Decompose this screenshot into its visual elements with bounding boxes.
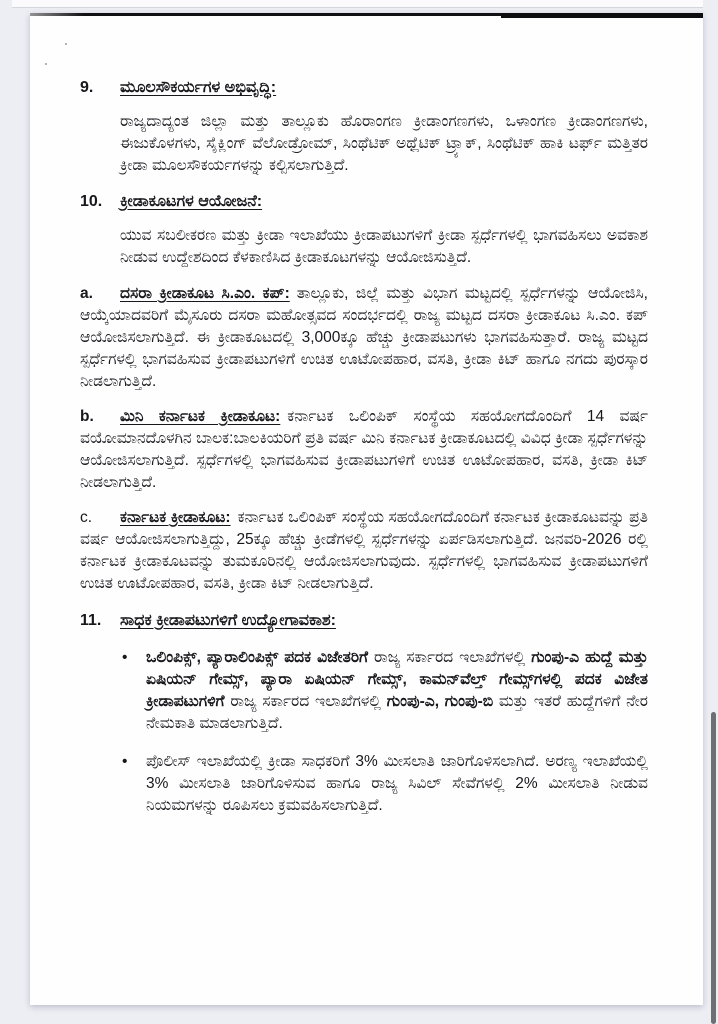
scan-speck bbox=[65, 43, 67, 45]
section-9-heading bbox=[80, 77, 648, 99]
item-a-title: ದಸರಾ ಕ್ರೀಡಾಕೂಟ ಸಿ.ಎಂ. ಕಪ್: bbox=[120, 285, 290, 302]
bullet-item-1 bbox=[122, 647, 648, 735]
bullet-2-text: ಪೊಲೀಸ್ ಇಲಾಖೆಯಲ್ಲಿ ಕ್ರೀಡಾ ಸಾಧಕರಿಗೆ 3% ಮೀಸಲಾತಿ ಜಾರಿಗೊಳಿಸಲಾಗಿದೆ. ಅರಣ್ಯ ಇಲಾಖೆಯಲ್ಲಿ 3% ಮೀಸಲಾತಿ ಜಾರಿಗೊಳಿಸುವ ಹಾಗೂ ರಾಜ್ಯ ಸಿವಿಲ್ ಸೇವೆಗಳಲ್ಲಿ 2% ಮೀಸಲಾತಿ ನೀಡುವ ನಿಯಮಗಳನ್ನು ರೂಪಿಸಲು ಕ್ರಮವಹಿಸಲಾಗುತ್ತಿದೆ. bbox=[146, 753, 648, 814]
list-item-b bbox=[80, 406, 648, 494]
page-content bbox=[80, 77, 648, 833]
scan-speck bbox=[45, 63, 47, 65]
scrollbar[interactable] bbox=[711, 712, 716, 1024]
section-11-title: ಸಾಧಕ ಕ್ರೀಡಾಪಟುಗಳಿಗೆ ಉದ್ಯೋಗಾವಕಾಶ: bbox=[120, 612, 336, 629]
section-9-paragraph: ರಾಜ್ಯದಾದ್ಯಂತ ಜಿಲ್ಲಾ ಮತ್ತು ತಾಲ್ಲೂಕು ಹೊರಾಂಗಣ ಕ್ರೀಡಾಂಗಣಗಳು, ಒಳಾಂಗಣ ಕ್ರೀಡಾಂಗಣಗಳು, ಈಜುಕೊಳಗಳು, ಸೈಕ್ಲಿಂಗ್ ವೆಲೋಡ್ರೋಮ್, ಸಿಂಥೆಟಿಕ್ ಅಥ್ಲೆಟಿಕ್ ಟ್ರ್ಯಾಕ್, ಸಿಂಥೆಟಿಕ್ ಹಾಕಿ ಟರ್ಫ್ ಮತ್ತಿತರ ಕ್ರೀಡಾ ಮೂಲಸೌಕರ್ಯಗಳನ್ನು ಕಲ್ಪಿಸಲಾಗುತ್ತಿದೆ. bbox=[120, 113, 648, 174]
bullet-list bbox=[80, 647, 648, 817]
section-10-number: 10. bbox=[80, 193, 103, 210]
section-10-paragraph: ಯುವ ಸಬಲೀಕರಣ ಮತ್ತು ಕ್ರೀಡಾ ಇಲಾಖೆಯು ಕ್ರೀಡಾಪಟುಗಳಿಗೆ ಕ್ರೀಡಾ ಸ್ಪರ್ಧೆಗಳಲ್ಲಿ ಭಾಗವಹಿಸಲು ಅವಕಾಶ ನೀಡುವ ಉದ್ದೇಶದಿಂದ ಕೆಳಕಾಣಿಸಿದ ಕ್ರೀಡಾಕೂಟಗಳನ್ನು ಆಯೋಜಿಸುತ್ತಿದೆ. bbox=[120, 227, 648, 266]
item-c-letter: c. bbox=[80, 509, 93, 526]
bullet-icon: • bbox=[122, 649, 128, 666]
section-9-number: 9. bbox=[80, 79, 94, 96]
list-item-c bbox=[80, 507, 648, 595]
bullet-1-text: ಒಲಿಂಪಿಕ್ಸ್, ಪ್ಯಾರಾಲಿಂಪಿಕ್ಸ್ ಪದಕ ವಿಜೇತರಿಗೆ ರಾಜ್ಯ ಸರ್ಕಾರದ ಇಲಾಖೆಗಳಲ್ಲಿ ಗುಂಪು-ಎ ಹುದ್ದೆ ಮತ್ತು ಏಷಿಯನ್ ಗೇಮ್ಸ್, ಪ್ಯಾರಾ ಏಷಿಯನ್ ಗೇಮ್ಸ್, ಕಾಮನ್‌ವೆಲ್ತ್ ಗೇಮ್ಸ್‌ಗಳಲ್ಲಿ ಪದಕ ವಿಜೇತ ಕ್ರೀಡಾಪಟುಗಳಿಗೆ ರಾಜ್ಯ ಸರ್ಕಾರದ ಇಲಾಖೆಗಳಲ್ಲಿ ಗುಂಪು-ಎ, ಗುಂಪು-ಬಿ ಮತ್ತು ಇತರೆ ಹುದ್ದೆಗಳಿಗೆ ನೇರ ನೇಮಕಾತಿ ಮಾಡಲಾಗುತ್ತಿದೆ. bbox=[146, 649, 648, 732]
scan-artifact-line-thick bbox=[501, 13, 703, 18]
item-a-letter: a. bbox=[80, 285, 93, 302]
section-9-title: ಮೂಲಸೌಕರ್ಯಗಳ ಅಭಿವೃದ್ಧಿ: bbox=[120, 79, 277, 96]
item-a-text: ತಾಲ್ಲೂಕು, ಜಿಲ್ಲೆ ಮತ್ತು ವಿಭಾಗ ಮಟ್ಟದಲ್ಲಿ ಸ್ಪರ್ಧೆಗಳನ್ನು ಆಯೋಜಿಸಿ, ಆಯ್ಕೆಯಾದವರಿಗೆ ಮೈಸೂರು ದಸರಾ ಮಹೋತ್ಸವದ ಸಂದರ್ಭದಲ್ಲಿ ರಾಜ್ಯ ಮಟ್ಟದ ದಸರಾ ಕ್ರೀಡಾಕೂಟ ಸಿ.ಎಂ. ಕಪ್ ಆಯೋಜಿಸಲಾಗುತ್ತಿದೆ. ಈ ಕ್ರೀಡಾಕೂಟದಲ್ಲಿ 3,000ಕ್ಕೂ ಹೆಚ್ಚು ಕ್ರೀಡಾಪಟುಗಳು ಭಾಗವಹಿಸುತ್ತಾರೆ. ರಾಜ್ಯ ಮಟ್ಟದ ಸ್ಪರ್ಧೆಗಳಲ್ಲಿ ಭಾಗವಹಿಸುವ ಕ್ರೀಡಾಪಟುಗಳಿಗೆ ಉಚಿತ ಊಟೋಪಹಾರ, ವಸತಿ, ಕ್ರೀಡಾ ಕಿಟ್ ಹಾಗೂ ನಗದು ಪುರಸ್ಕಾರ ನೀಡಲಾಗುತ್ತಿದೆ. bbox=[80, 285, 648, 390]
section-10-title: ಕ್ರೀಡಾಕೂಟಗಳ ಆಯೋಜನೆ: bbox=[120, 193, 263, 210]
item-b-text: ಕರ್ನಾಟಕ ಒಲಿಂಪಿಕ್ ಸಂಸ್ಥೆಯ ಸಹಯೋಗದೊಂದಿಗೆ 14 ವರ್ಷ ವಯೋಮಾನದೊಳಗಿನ ಬಾಲಕ:ಬಾಲಕಿಯರಿಗೆ ಪ್ರತಿ ವರ್ಷ ಮಿನಿ ಕರ್ನಾಟಕ ಕ್ರೀಡಾಕೂಟದಲ್ಲಿ ವಿವಿಧ ಕ್ರೀಡಾ ಸ್ಪರ್ಧೆಗಳನ್ನು ಆಯೋಜಿಸಲಾಗುತ್ತಿದೆ. ಸ್ಪರ್ಧೆಗಳಲ್ಲಿ ಭಾಗವಹಿಸುವ ಕ್ರೀಡಾಪಟುಗಳಿಗೆ ಉಚಿತ ಊಟೋಪಹಾರ, ವಸತಿ, ಕ್ರೀಡಾ ಕಿಟ್ ನೀಡಲಾಗುತ್ತಿದೆ. bbox=[80, 408, 649, 491]
section-11-heading bbox=[80, 610, 648, 632]
section-10-heading bbox=[80, 191, 648, 213]
previous-page-edge bbox=[12, 0, 703, 8]
item-b-title: ಮಿನಿ ಕರ್ನಾಟಕ ಕ್ರೀಡಾಕೂಟ: bbox=[120, 408, 281, 425]
list-item-a bbox=[80, 283, 648, 393]
bullet-item-2 bbox=[122, 751, 648, 817]
bullet-icon: • bbox=[122, 753, 128, 770]
item-b-letter: b. bbox=[80, 408, 94, 425]
item-c-text: ಕರ್ನಾಟಕ ಒಲಿಂಪಿಕ್ ಸಂಸ್ಥೆಯ ಸಹಯೋಗದೊಂದಿಗೆ ಕರ್ನಾಟಕ ಕ್ರೀಡಾಕೂಟವನ್ನು ಪ್ರತಿ ವರ್ಷ ಆಯೋಜಿಸಲಾಗುತ್ತಿದ್ದು, 25ಕ್ಕೂ ಹೆಚ್ಚು ಕ್ರೀಡೆಗಳಲ್ಲಿ ಸ್ಪರ್ಧೆಗಳನ್ನು ಏರ್ಪಡಿಸಲಾಗುತ್ತಿದೆ. ಜನವರಿ-2026 ರಲ್ಲಿ ಕರ್ನಾಟಕ ಕ್ರೀಡಾಕೂಟವನ್ನು ತುಮಕೂರಿನಲ್ಲಿ ಆಯೋಜಿಸಲಾಗುವುದು. ಸ್ಪರ್ಧೆಗಳಲ್ಲಿ ಭಾಗವಹಿಸುವ ಕ್ರೀಡಾಪಟುಗಳಿಗೆ ಉಚಿತ ಊಟೋಪಹಾರ, ವಸತಿ, ಕ್ರೀಡಾ ಕಿಟ್ ನೀಡಲಾಗುತ್ತಿದೆ. bbox=[80, 509, 648, 592]
section-11-number: 11. bbox=[80, 612, 102, 629]
item-c-title: ಕರ್ನಾಟಕ ಕ್ರೀಡಾಕೂಟ: bbox=[120, 509, 231, 526]
document-page bbox=[30, 13, 703, 1005]
